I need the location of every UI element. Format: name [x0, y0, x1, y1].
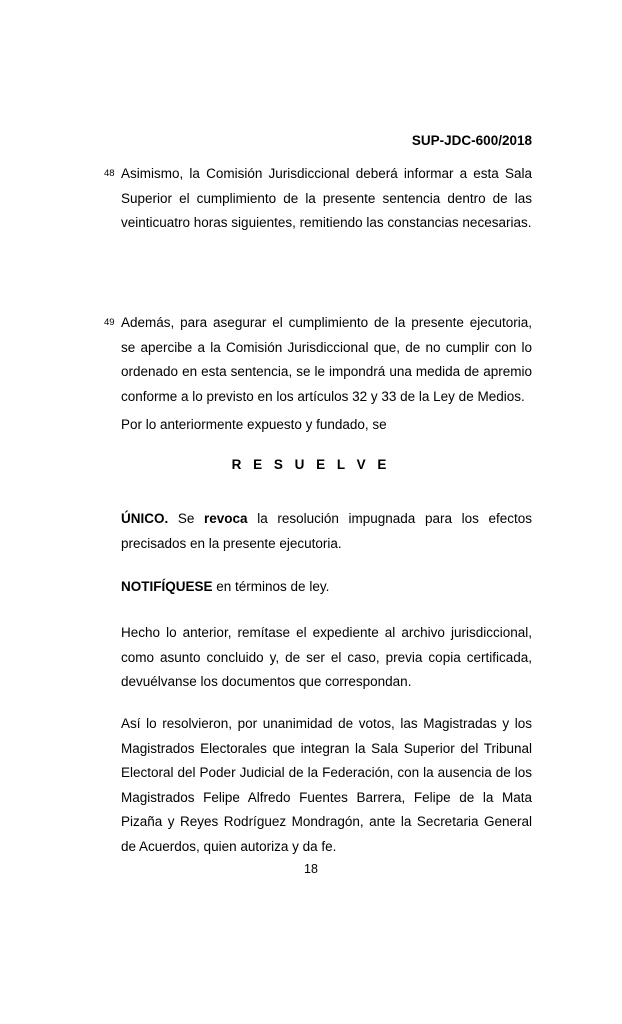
archivo-paragraph: Hecho lo anterior, remítase el expediente al archivo jurisdiccional, como asunto concluido y, de ser el caso, previa copia certificada, devuélvanse los documentos que correspondan. — [121, 625, 532, 689]
notifiquese-rest: en términos de ley. — [212, 579, 330, 594]
unico-paragraph — [121, 507, 532, 556]
unico-post: la resolución impugnada para los efectos precisados en la presente ejecutoria. — [121, 511, 533, 551]
paragraph-number-49: 49 — [104, 317, 115, 328]
page-number: 18 — [304, 862, 318, 876]
expuesto-line: Por lo anteriormente expuesto y fundado, se — [121, 417, 387, 432]
unico-label: ÚNICO. — [121, 511, 169, 526]
paragraph-number-48: 48 — [104, 168, 115, 179]
paragraph-49: Además, para asegurar el cumplimiento de la presente ejecutoria, se apercibe a la Comisión Jurisdiccional que, de no cumplir con lo ordenado en esta sentencia, se le impondrá una medida de apremio conforme a lo previsto en los artículos 32 y 33 de la Ley de Medios. — [121, 315, 532, 404]
paragraph-48: Asimismo, la Comisión Jurisdiccional deberá informar a esta Sala Superior el cumplimiento de la presente sentencia dentro de las veinticuatro horas siguientes, remitiendo las constancias necesarias. — [121, 166, 532, 230]
resuelve-heading: R E S U E L V E — [231, 457, 391, 472]
case-number: SUP-JDC-600/2018 — [411, 133, 532, 148]
notifiquese-label: NOTIFÍQUESE — [121, 579, 213, 594]
notifiquese-paragraph — [121, 575, 532, 600]
unico-revoca: revoca — [204, 511, 248, 526]
unico-pre: Se — [168, 511, 205, 526]
resolvieron-paragraph: Así lo resolvieron, por unanimidad de votos, las Magistradas y los Magistrados Electorales que integran la Sala Superior del Tribunal Electoral del Poder Judicial de la Federación, con la ausencia de los Magistrados Felipe Alfredo Fuentes Barrera, Felipe de la Mata Pizaña y Reyes Rodríguez Mondragón, ante la Secretaria General de Acuerdos, quien autoriza y da fe. — [121, 716, 532, 854]
